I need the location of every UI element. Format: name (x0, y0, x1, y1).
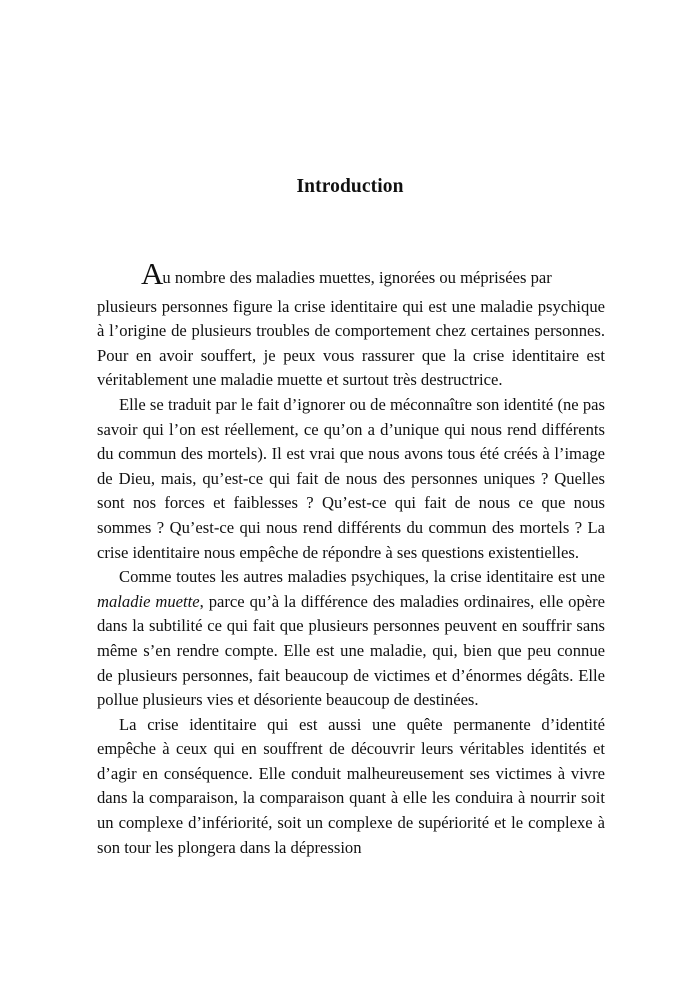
paragraph-3-emphasis: maladie muette (97, 591, 200, 611)
paragraph-1-text: plusieurs personnes figure la crise identitaire qui est une maladie psychique à l’origine de plusieurs troubles de comportement chez certaines personnes. Pour en avoir souffert, je peux vous rassurer que la crise identitaire est véritablement une maladie muette et surtout très destructrice. (97, 296, 605, 390)
page-title: Introduction (296, 176, 404, 197)
first-line (119, 256, 552, 291)
paragraph-3-after: , parce qu’à la différence des maladies ordinaires, elle opère dans la subtilité ce qui fait que plusieurs personnes peuvent en souffrir sans même s’en rendre compte. Elle est une maladie, qui, bien que peu connue de plusieurs personnes, fait beaucoup de victimes et d’énormes dégâts. Elle pollue plusieurs vies et désoriente beaucoup de destinées. (97, 591, 605, 710)
drop-cap: A (141, 256, 163, 291)
paragraph-3-before: Comme toutes les autres maladies psychiques, la crise identitaire est une (119, 567, 605, 587)
paragraph-1 (97, 256, 605, 393)
paragraph-2: Elle se traduit par le fait d’ignorer ou de méconnaître son identité (ne pas savoir qui l’on est réellement, ce qu’on a d’unique qui nous rend différents du commun des mortels). Il est vrai que nous avons tous été créés à l’image de Dieu, mais, qu’est-ce qui fait de nous des personnes uniques ? Quelles sont nos forces et faiblesses ? Qu’est-ce qui fait de nous ce que nous sommes ? Qu’est-ce qui nous rend différents du commun des mortels ? La crise identitaire nous empêche de répondre à ses questions existentielles. (97, 394, 605, 562)
first-line-text: u nombre des maladies muettes, ignorées ou méprisées par (162, 268, 552, 287)
paragraph-3 (97, 565, 605, 713)
body-text (97, 256, 605, 860)
paragraph-4: La crise identitaire qui est aussi une quête permanente d’identité empêche à ceux qui en souffrent de découvrir leurs véritables identités et d’agir en conséquence. Elle conduit malheureusement ses victimes à vivre dans la comparaison, la comparaison quant à elle les conduira à nourrir soit un complexe d’infériorité, soit un complexe de supériorité et le complexe à son tour les plongera dans la dépression (97, 714, 605, 857)
